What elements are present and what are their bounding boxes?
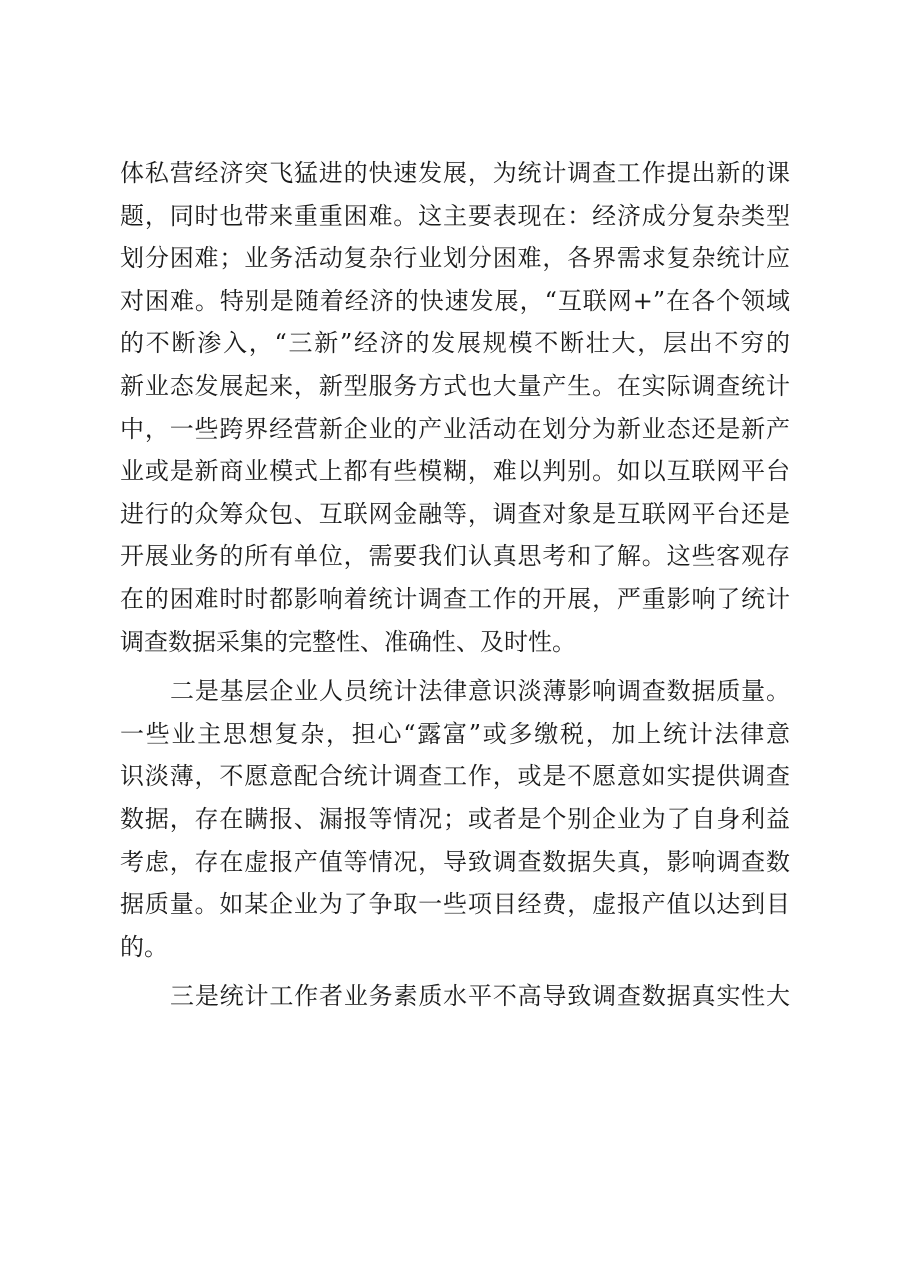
text-line: 在的困难时时都影响着统计调查工作的开展，严重影响了统计 [120,584,790,613]
text-line: 题，同时也带来重重困难。这主要表现在：经济成分复杂类型 [120,201,790,230]
text-line: 一些业主思想复杂，担心“露富”或多缴税，加上统计法律意 [120,719,790,748]
text-line: 的不断渗入，“三新”经济的发展规模不断壮大，层出不穷的 [120,329,790,358]
text-line: 业或是新商业模式上都有些模糊，难以判别。如以互联网平台 [120,457,790,486]
paragraph-gap [120,968,790,975]
paragraph-gap [120,663,790,670]
paragraph-2 [120,670,790,968]
text-line: 进行的众筹众包、互联网金融等，调查对象是互联网平台还是 [120,499,790,528]
text-line: 据质量。如某企业为了争取一些项目经费，虚报产值以达到目 [120,890,790,919]
text-line: 二是基层企业人员统计法律意识淡薄影响调查数据质量。 [170,677,790,706]
text-line: 对困难。特别是随着经济的快速发展，“互联网+”在各个领域 [120,286,790,315]
text-line: 中，一些跨界经营新企业的产业活动在划分为新业态还是新产 [120,414,790,443]
text-line: 新业态发展起来，新型服务方式也大量产生。在实际调查统计 [120,371,790,400]
text-line: 体私营经济突飞猛进的快速发展，为统计调查工作提出新的课 [120,159,790,187]
document-body [120,152,790,1018]
text-line: 识淡薄，不愿意配合统计调查工作，或是不愿意如实提供调查 [120,762,790,791]
text-line: 划分困难；业务活动复杂行业划分困难，各界需求复杂统计应 [120,244,790,273]
text-line: 三是统计工作者业务素质水平不高导致调查数据真实性大 [170,982,790,1011]
paragraph-3 [120,975,790,1018]
text-line: 的。 [120,932,168,961]
text-line: 考虑，存在虚报产值等情况，导致调查数据失真，影响调查数 [120,847,790,876]
text-line: 调查数据采集的完整性、准确性、及时性。 [120,627,576,656]
paragraph-1 [120,152,790,663]
text-line: 数据，存在瞒报、漏报等情况；或者是个别企业为了自身利益 [120,804,790,833]
text-line: 开展业务的所有单位，需要我们认真思考和了解。这些客观存 [120,542,790,571]
